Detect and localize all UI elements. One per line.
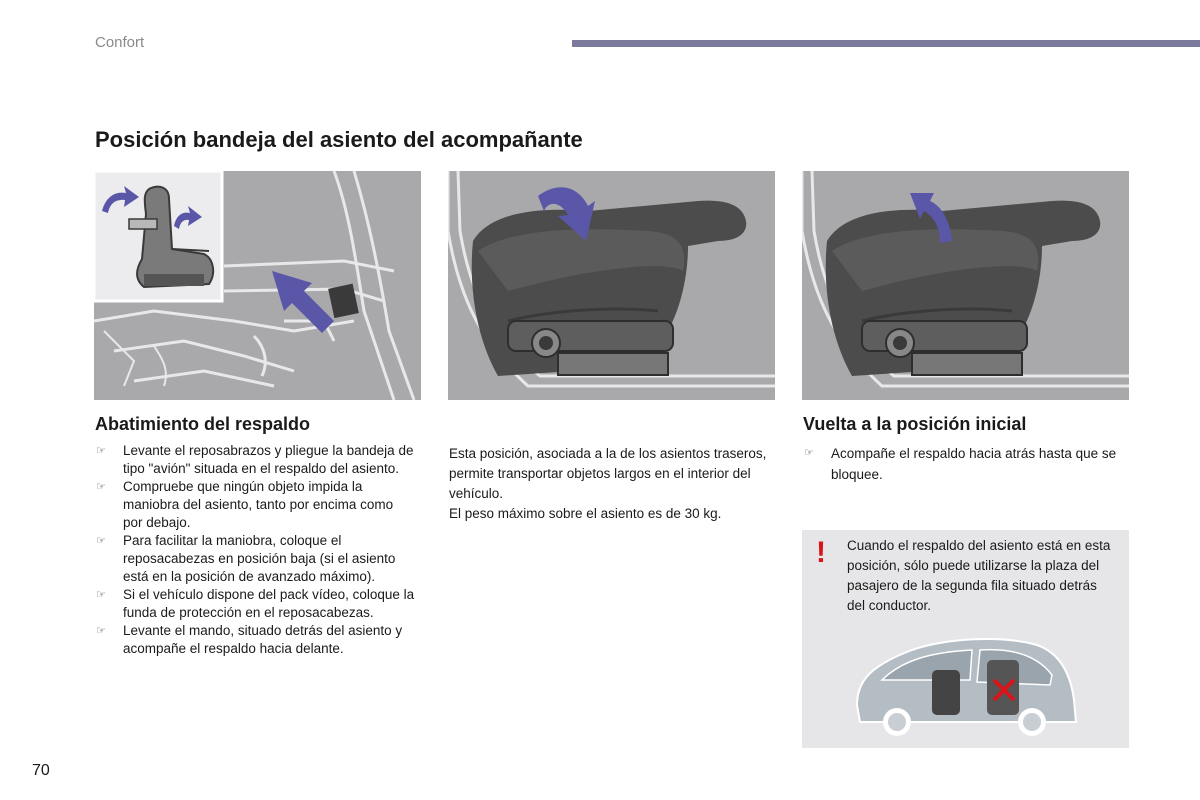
pointing-hand-icon: ☞ (96, 535, 106, 547)
pointing-hand-icon: ☞ (804, 447, 814, 459)
list-item: ☞ Levante el mando, situado detrás del asiento y acompañe el respaldo hacia delante. (96, 623, 403, 656)
pointing-hand-icon: ☞ (96, 625, 106, 637)
vuelta-heading: Vuelta a la posición inicial (803, 414, 1027, 434)
pointing-hand-icon: ☞ (96, 481, 106, 493)
page-number: 70 (32, 762, 50, 779)
warning-box (802, 530, 1129, 748)
list-item: ☞ Para facilitar la maniobra, coloque el reposacabezas en posición baja (si el asiento está en la posición de avanzado máximo). (96, 533, 396, 584)
vuelta-steps (803, 443, 1123, 485)
weight-limit-note: El peso máximo sobre el asiento es de 30 kg. (449, 506, 722, 521)
list-item: ☞ Si el vehículo dispone del pack vídeo, coloque la funda de protección en el reposacabezas. (96, 587, 415, 620)
armrest-and-tray-diagram (94, 171, 421, 400)
list-item: ☞ Levante el reposabrazos y pliegue la bandeja de tipo "avión" situada en el respaldo del asiento. (96, 443, 414, 476)
pointing-hand-icon: ☞ (96, 445, 106, 457)
seat-back-return-diagram (802, 171, 1129, 400)
warning-icon: ! (816, 536, 826, 569)
abatimiento-heading: Abatimiento del respaldo (95, 414, 311, 434)
seat-back-folded-down-diagram (448, 171, 775, 400)
list-item: ☞ Acompañe el respaldo hacia atrás hasta que se bloquee. (803, 443, 1123, 485)
section-header: Confort (95, 34, 145, 51)
middle-paragraph: Esta posición, asociada a la de los asientos traseros, permite transportar objetos largos en el interior del vehículo. (449, 446, 767, 501)
list-item: ☞ Compruebe que ningún objeto impida la maniobra del asiento, tanto por encima como por debajo. (96, 479, 394, 530)
car-seating-illustration (852, 630, 1082, 738)
abatimiento-steps (95, 442, 415, 658)
warning-text: Cuando el respaldo del asiento está en esta posición, sólo puede utilizarse la plaza del pasajero de la segunda fila situado detrás del conductor. (847, 538, 1111, 613)
pointing-hand-icon: ☞ (96, 589, 106, 601)
page-title: Posición bandeja del asiento del acompañante (95, 127, 583, 152)
header-accent-bar (572, 40, 1200, 47)
